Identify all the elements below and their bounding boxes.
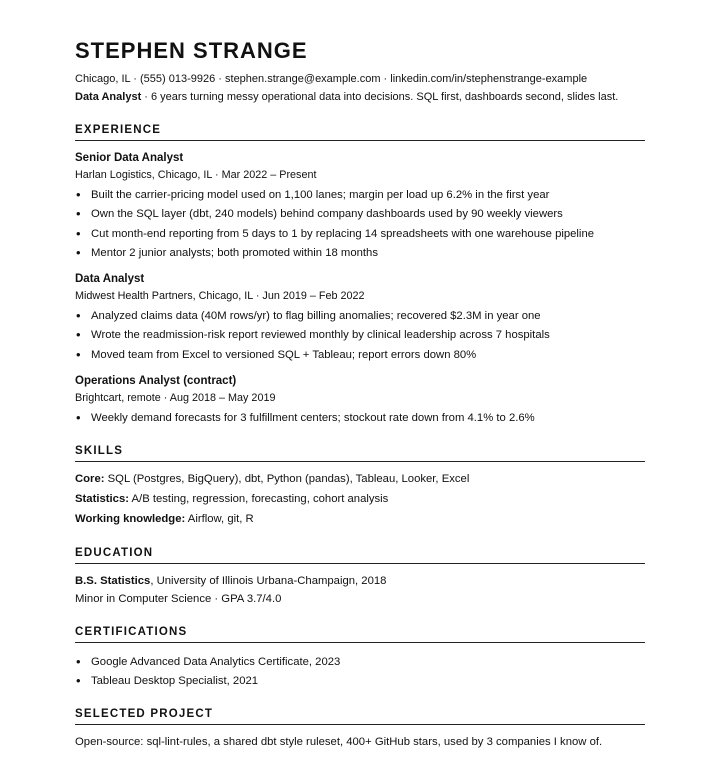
bullet-item: • Cut month-end reporting from 5 days to 1 by replacing 14 spreadsheets with one warehouse pipeline [75,227,645,246]
certification-item: • Tableau Desktop Specialist, 2021 [75,674,645,693]
job-title: Data Analyst [75,273,145,285]
bullet-item: • Built the carrier-pricing model used on 1,100 lanes; margin per load up 6.2% in the first year [75,188,645,207]
bullet-item: • Analyzed claims data (40M rows/yr) to flag billing anomalies; recovered $2.3M in year one [75,309,645,328]
education-minor: Minor in Computer Science · GPA 3.7/4.0 [75,593,282,605]
summary-line [75,91,618,103]
skills-label: Statistics: [75,493,129,505]
education-degree-line [75,575,386,587]
skills-label: Working knowledge: [75,513,186,525]
job-title: Operations Analyst (contract) [75,375,237,387]
job-bullets [75,411,645,430]
skills-row-working [75,513,254,525]
summary-text: · 6 years turning messy operational data into decisions. SQL first, dashboards second, slides last. [141,91,619,103]
bullet-item: • Wrote the readmission-risk report reviewed monthly by clinical leadership across 7 hospitals [75,328,645,347]
section-heading-skills: SKILLS [75,445,645,462]
section-heading-experience: EXPERIENCE [75,124,645,141]
skills-text: SQL (Postgres, BigQuery), dbt, Python (pandas), Tableau, Looker, Excel [104,473,470,485]
job-company-dates: Midwest Health Partners, Chicago, IL · Jun 2019 – Feb 2022 [75,290,365,302]
skills-text: A/B testing, regression, forecasting, cohort analysis [129,493,389,505]
certification-list [75,655,645,694]
skills-row-statistics [75,493,388,505]
bullet-item: • Mentor 2 junior analysts; both promoted within 18 months [75,246,645,265]
skills-label: Core: [75,473,105,485]
skills-row-core [75,473,469,485]
certification-item: • Google Advanced Data Analytics Certificate, 2023 [75,655,645,674]
project-description: Open-source: sql-lint-rules, a shared dbt style ruleset, 400+ GitHub stars, used by 3 companies I know of. [75,736,603,748]
section-heading-project: SELECTED PROJECT [75,708,645,725]
education-degree: B.S. Statistics [75,575,151,587]
skills-text: Airflow, git, R [185,513,254,525]
job-bullets [75,188,645,265]
section-heading-certifications: CERTIFICATIONS [75,626,645,643]
candidate-name: STEPHEN STRANGE [75,38,308,63]
education-school: , University of Illinois Urbana-Champaign, 2018 [150,575,387,587]
job-title: Senior Data Analyst [75,152,184,164]
job-company-dates: Brightcart, remote · Aug 2018 – May 2019 [75,392,276,404]
bullet-item: • Moved team from Excel to versioned SQL + Tableau; report errors down 80% [75,348,645,367]
bullet-item: • Own the SQL layer (dbt, 240 models) behind company dashboards used by 90 weekly viewers [75,207,645,226]
section-heading-education: EDUCATION [75,547,645,564]
bullet-item: • Weekly demand forecasts for 3 fulfillment centers; stockout rate down from 4.1% to 2.6% [75,411,645,430]
contact-line: Chicago, IL · (555) 013-9926 · stephen.strange@example.com · linkedin.com/in/stephenstrange-example [75,73,588,85]
job-bullets [75,309,645,367]
summary-role: Data Analyst [75,91,142,103]
job-company-dates: Harlan Logistics, Chicago, IL · Mar 2022 – Present [75,169,317,181]
